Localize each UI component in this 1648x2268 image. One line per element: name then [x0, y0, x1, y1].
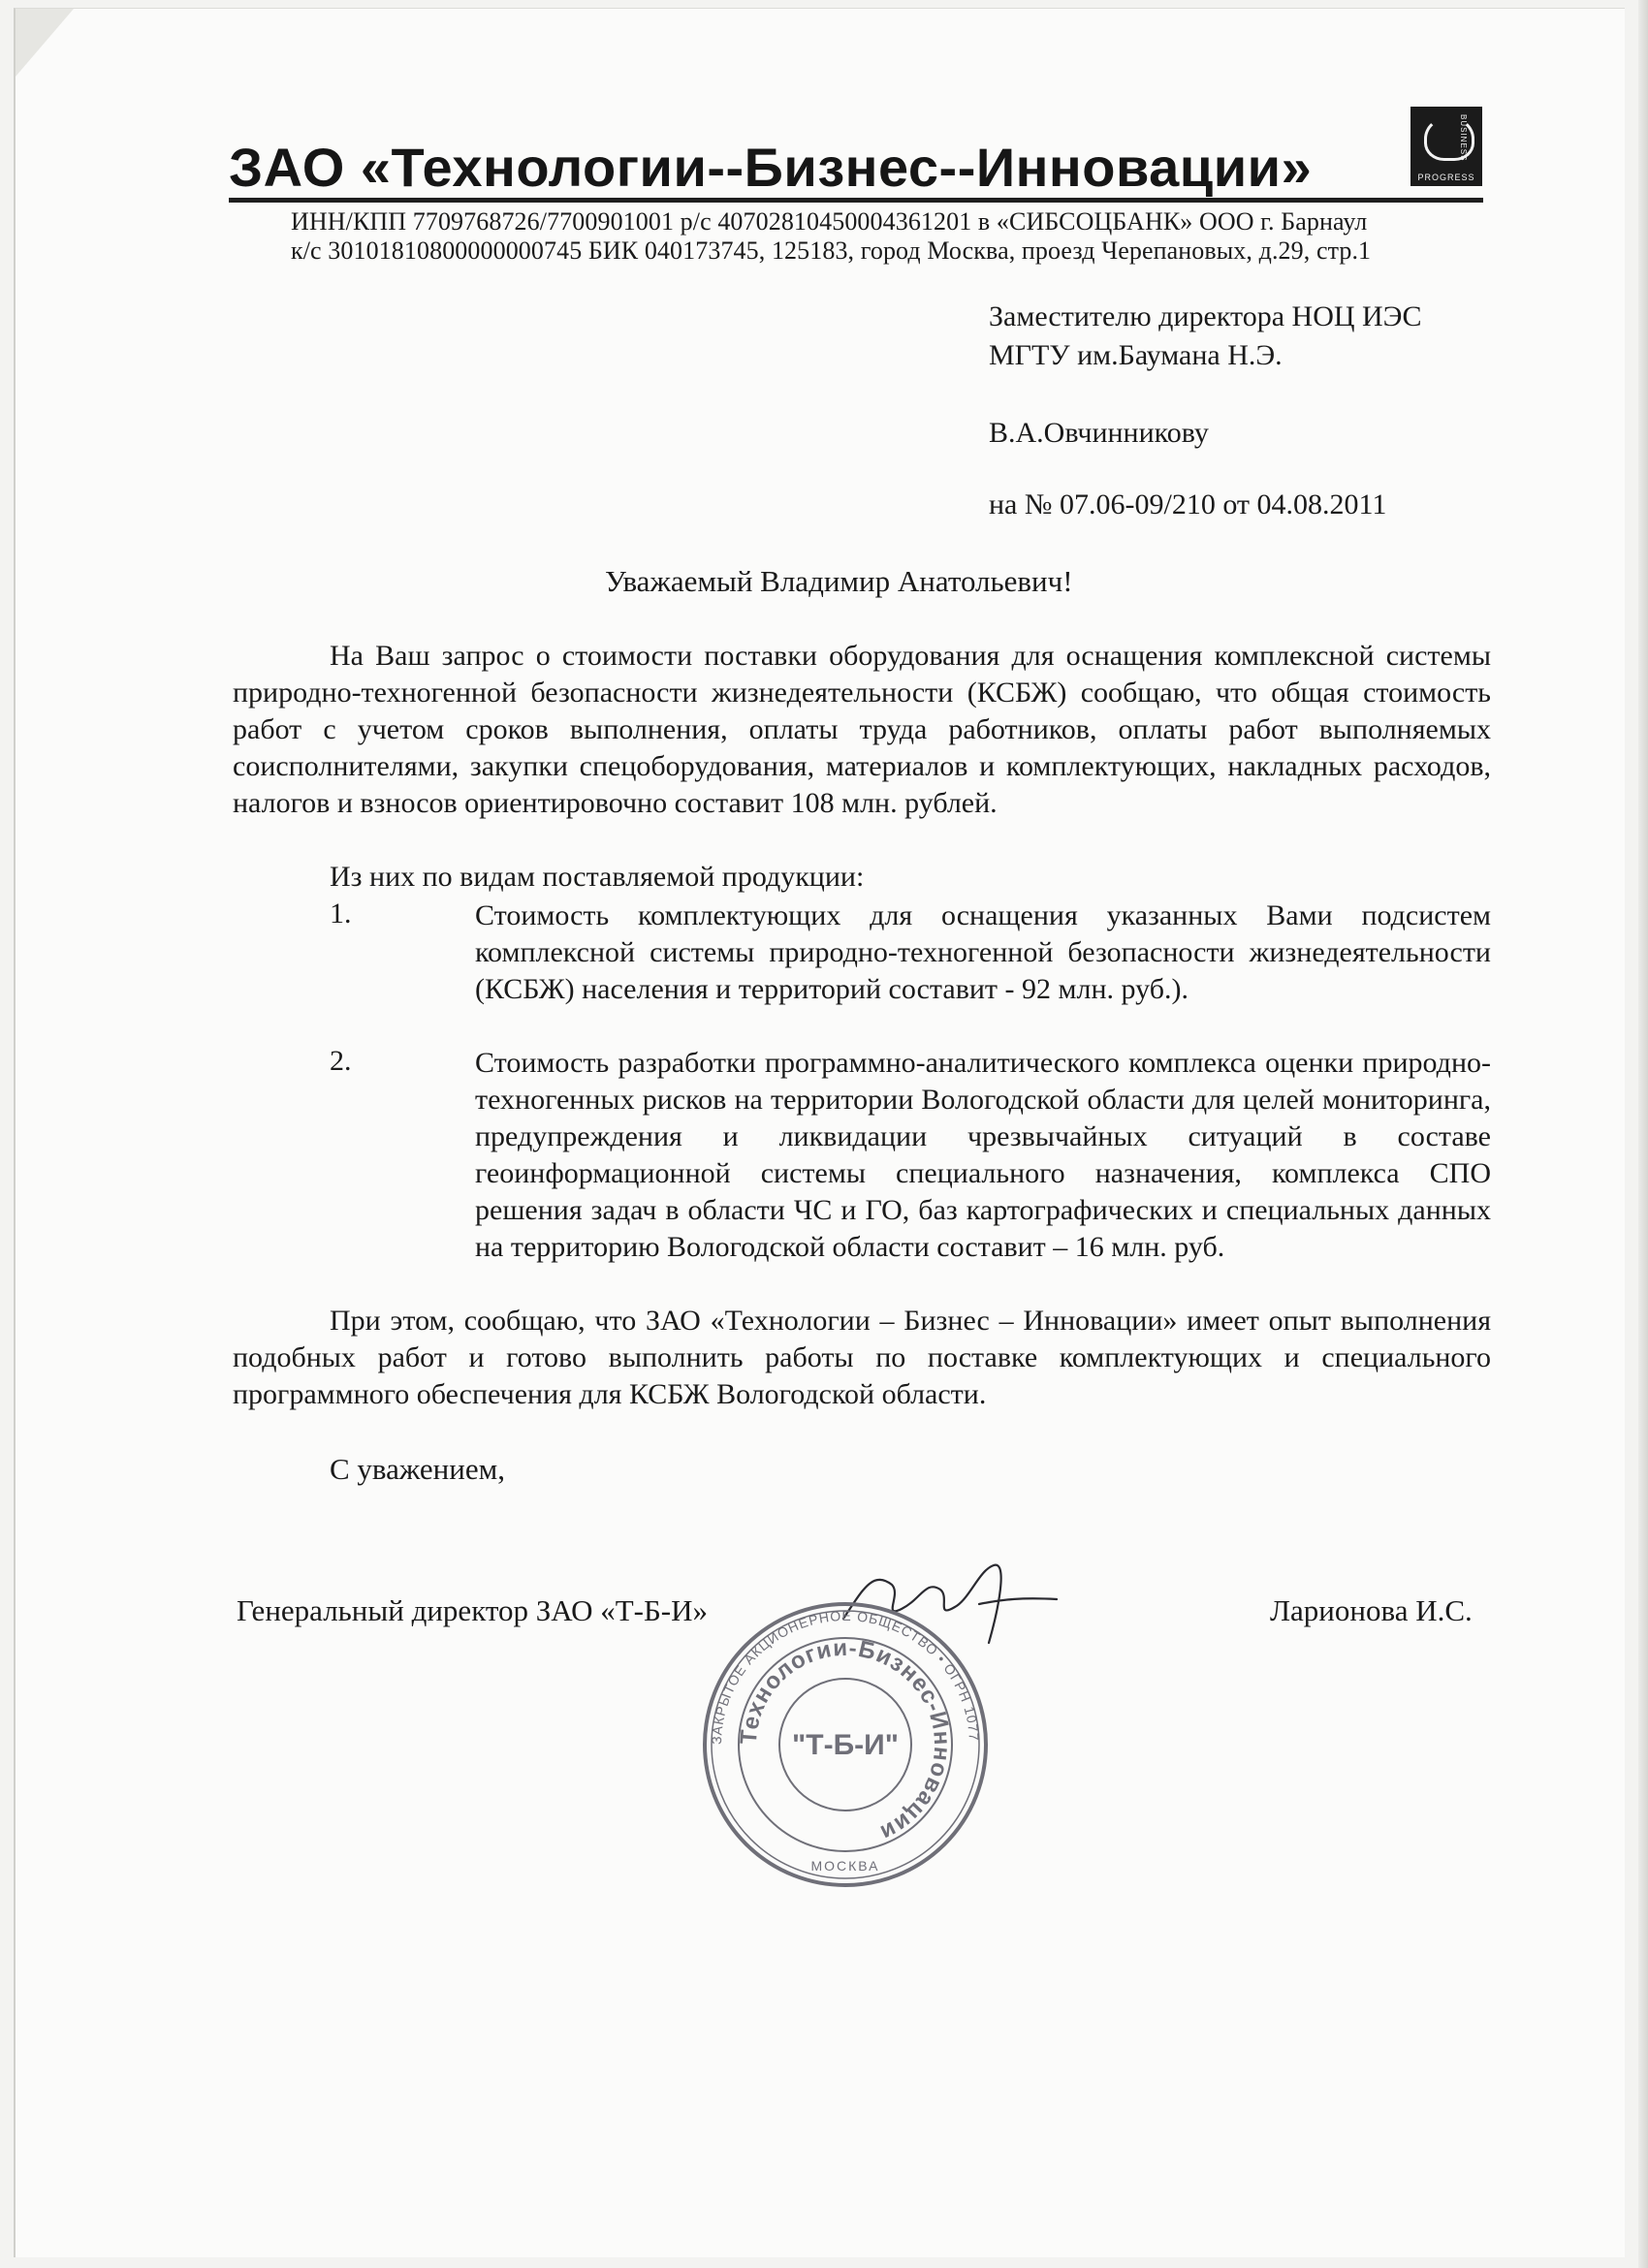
requisites-line-2: к/с 30101810800000000745 БИК 040173745, 125183, город Москва, проезд Черепановых, д.29, стр.1	[291, 236, 1372, 265]
letterhead-divider	[229, 198, 1483, 203]
list-item-number: 2.	[330, 1045, 352, 1077]
scan-edge-shadow	[1638, 0, 1648, 2268]
signer-title: Генеральный директор ЗАО «Т-Б-И»	[237, 1593, 709, 1627]
body-paragraph-1: На Ваш запрос о стоимости поставки оборудования для оснащения комплексной системы природно-техногенной безопасности жизнедеятельности (КСБЖ) сообщаю, что общая стоимость работ с учетом сроков выполнения, оплаты труда работников, оплаты работ выполняемых соисполнителями, закупки спецоборудования, материалов и комплектующих, накладных расходов, налогов и взносов ориентировочно составит 108 млн. рублей.	[233, 640, 1491, 819]
body-paragraph-3: При этом, сообщаю, что ЗАО «Технологии – Бизнес – Инновации» имеет опыт выполнения подобных работ и готово выполнить работы по поставке комплектующих и специального программного обеспечения для КСБЖ Вологодской области.	[233, 1305, 1491, 1410]
company-stamp	[700, 1599, 991, 1890]
reference-number: на № 07.06-09/210 от 04.08.2011	[989, 488, 1387, 520]
logo-side-text: BUSINESS	[1459, 114, 1468, 162]
company-logo	[1410, 107, 1482, 186]
list-item-text: Стоимость комплектующих для оснащения указанных Вами подсистем комплексной системы природно-техногенной безопасности жизнедеятельности (КСБЖ) населения и территорий составит - 92 млн. руб.).	[475, 899, 1491, 1005]
stamp-bottom-text: МОСКВА	[810, 1858, 880, 1874]
stamp-center-text: "Т-Б-И"	[792, 1729, 899, 1761]
addressee-line-1: Заместителю директора НОЦ ИЭС	[989, 300, 1422, 332]
logo-caption-text: PROGRESS	[1417, 173, 1475, 182]
requisites-line-1: ИНН/КПП 7709768726/7700901001 р/с 40702810450004361201 в «СИБСОЦБАНК» ООО г. Барнаул	[291, 207, 1368, 236]
list-item-text: Стоимость разработки программно-аналитического комплекса оценки природно-техногенных рисков на территории Вологодской области для целей мониторинга, предупреждения и ликвидации чрезвычайных ситуаций в составе геоинформационной системы специального назначения, комплекса СПО решения задач в области ЧС и ГО, баз картографических и специальных данных на территорию Вологодской области составит – 16 млн. руб.	[475, 1047, 1491, 1263]
page-corner-fold	[16, 9, 74, 77]
closing-phrase: С уважением,	[330, 1452, 505, 1486]
stamp-outer-text: ЗАКРЫТОЕ АКЦИОНЕРНОЕ ОБЩЕСТВО • ОГРН 1077	[708, 1607, 983, 1746]
signer-name: Ларионова И.С.	[1270, 1593, 1473, 1627]
addressee-name: В.А.Овчинникову	[989, 417, 1209, 449]
salutation: Уважаемый Владимир Анатольевич!	[605, 564, 1073, 598]
addressee-line-2: МГТУ им.Баумана Н.Э.	[989, 339, 1283, 371]
company-name-heading: ЗАО «Технологии--Бизнес--Инновации»	[229, 137, 1313, 198]
list-item-number: 1.	[330, 898, 352, 929]
stamp-inner-text: Технологии-Бизнес-Инновации	[735, 1634, 956, 1846]
body-paragraph-2: Из них по видам поставляемой продукции:	[330, 861, 865, 893]
